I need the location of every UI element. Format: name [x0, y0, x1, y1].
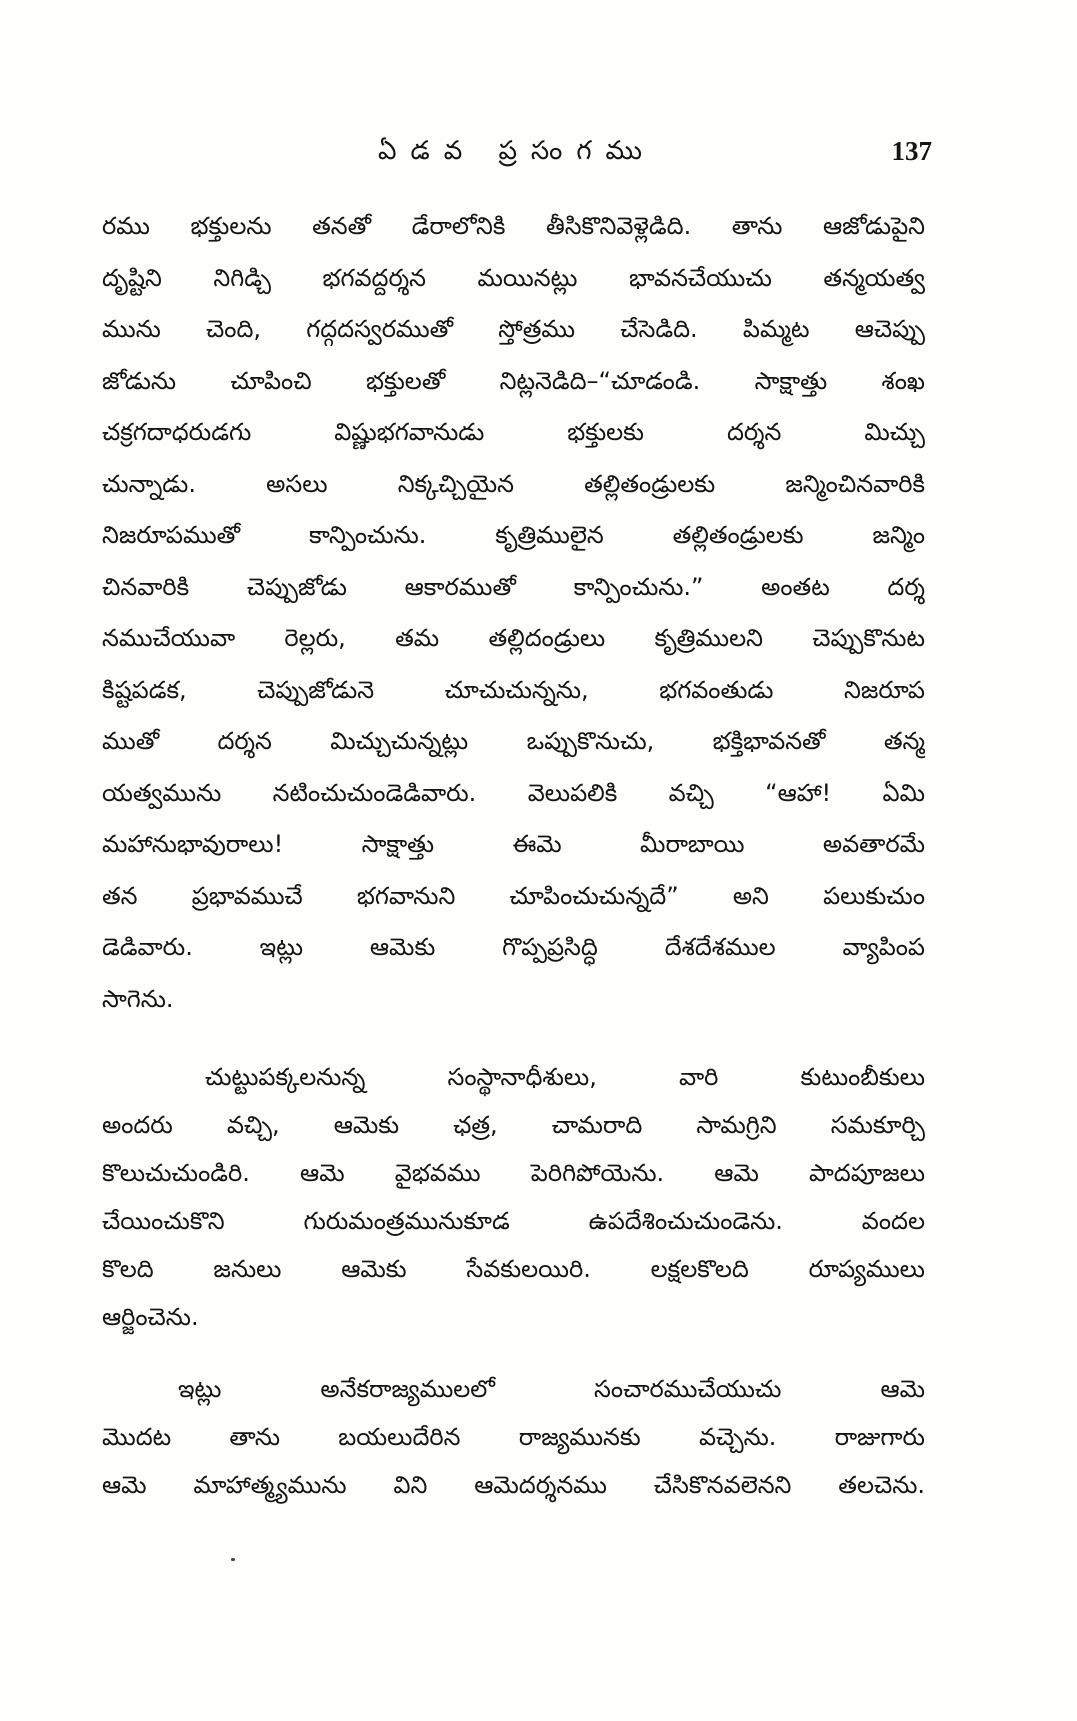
- page-number: 137: [891, 136, 932, 166]
- running-header: [102, 126, 932, 176]
- chapter-title: ఏడవ ప్రసంగము: [377, 136, 657, 166]
- text-line: చినవారికి చెప్పుజోడు ఆకారముతో కాన్పించును.” అంతట దర్శ: [102, 572, 925, 601]
- paragraph: [102, 1053, 925, 1341]
- text-line: మహానుభావురాలు! సాక్షాత్తు ఈమె మీరాబాయి అవతారమే: [102, 830, 925, 858]
- paragraph: [102, 1365, 925, 1509]
- text-line: రము భక్తులను తనతో డేరాలోనికి తీసికొనివెళ్లెడిది. తాను ఆజోడుపైని: [102, 212, 925, 240]
- text-line: నముచేయువా రెల్లరు, తమ తల్లిదండ్రులు కృత్రిములని చెప్పుకొనుట: [102, 624, 925, 652]
- text-line: కిష్టపడక, చెప్పుజోడునె చూచుచున్నను, భగవంతుడు నిజరూప: [102, 675, 925, 704]
- text-line: చుట్టుపక్కలనున్న సంస్థానాధీశులు, వారి కుటుంబీకులు: [205, 1063, 925, 1091]
- text-line: యత్వమును నటించుచుండెడివారు. వెలుపలికి వచ్చి “ఆహా! ఏమి: [102, 778, 925, 807]
- text-line: సాగెను.: [102, 984, 174, 1013]
- text-line: దృష్టిని నిగిడ్చి భగవద్దర్శన మయినట్లు భావనచేయుచు తన్మయత్వ: [102, 263, 925, 292]
- text-line: ముతో దర్శన మిచ్చుచున్నట్లు ఒప్పుకొనుచు, భక్తిభావనతో తన్మ: [102, 727, 925, 755]
- text-line: చేయించుకొని గురుమంత్రమునుకూడ ఉపదేశించుచుండెను. వందల: [102, 1207, 925, 1235]
- text-line: ఆర్జించెను.: [102, 1303, 199, 1331]
- scan-speck: [231, 1558, 235, 1561]
- text-line: అందరు వచ్చి, ఆమెకు ఛత్ర, చామరాది సామగ్రిని సమకూర్చి: [102, 1111, 925, 1139]
- text-line: డెడివారు. ఇట్లు ఆమెకు గొప్పప్రసిద్ధి దేశదేశముల వ్యాపింప: [102, 933, 925, 961]
- text-line: చక్రగదాధరుడగు విష్ణుభగవానుడు భక్తులకు దర్శన మిచ్చు: [102, 418, 925, 446]
- text-line: జోడును చూపించి భక్తులతో నిట్లనెడిది–“చూడండి. సాక్షాత్తు శంఖ: [102, 366, 925, 395]
- text-line: మొదట తాను బయలుదేరిన రాజ్యమునకు వచ్చెను. రాజుగారు: [102, 1423, 925, 1451]
- text-line: నిజరూపముతో కాన్పించును. కృత్రిములైన తల్లితండ్రులకు జన్మిం: [102, 521, 925, 549]
- text-line: తన ప్రభావముచే భగవానుని చూపించుచున్నదే” అని పలుకుచుం: [102, 881, 925, 910]
- text-line: కొలుచుచుండిరి. ఆమె వైభవము పెరిగిపోయెను. ఆమె పాదపూజలు: [102, 1159, 925, 1187]
- text-line: కొలది జనులు ఆమెకు సేవకులయిరి. లక్షలకొలది రూప్యములు: [102, 1255, 925, 1283]
- text-line: మును చెంది, గద్గదస్వరముతో స్తోత్రము చేసెడిది. పిమ్మట ఆచెప్పు: [102, 315, 925, 343]
- text-line: ఇట్లు అనేకరాజ్యములలో సంచారముచేయుచు ఆమె: [178, 1375, 925, 1403]
- paragraph: [102, 201, 925, 1025]
- text-line: ఆమె మాహాత్మ్యమును విని ఆమెదర్శనము చేసికొనవలెనని తలచెను.: [102, 1471, 925, 1499]
- text-line: చున్నాడు. అసలు నిక్కచ్చియైన తల్లితండ్రులకు జన్మించినవారికి: [102, 469, 925, 498]
